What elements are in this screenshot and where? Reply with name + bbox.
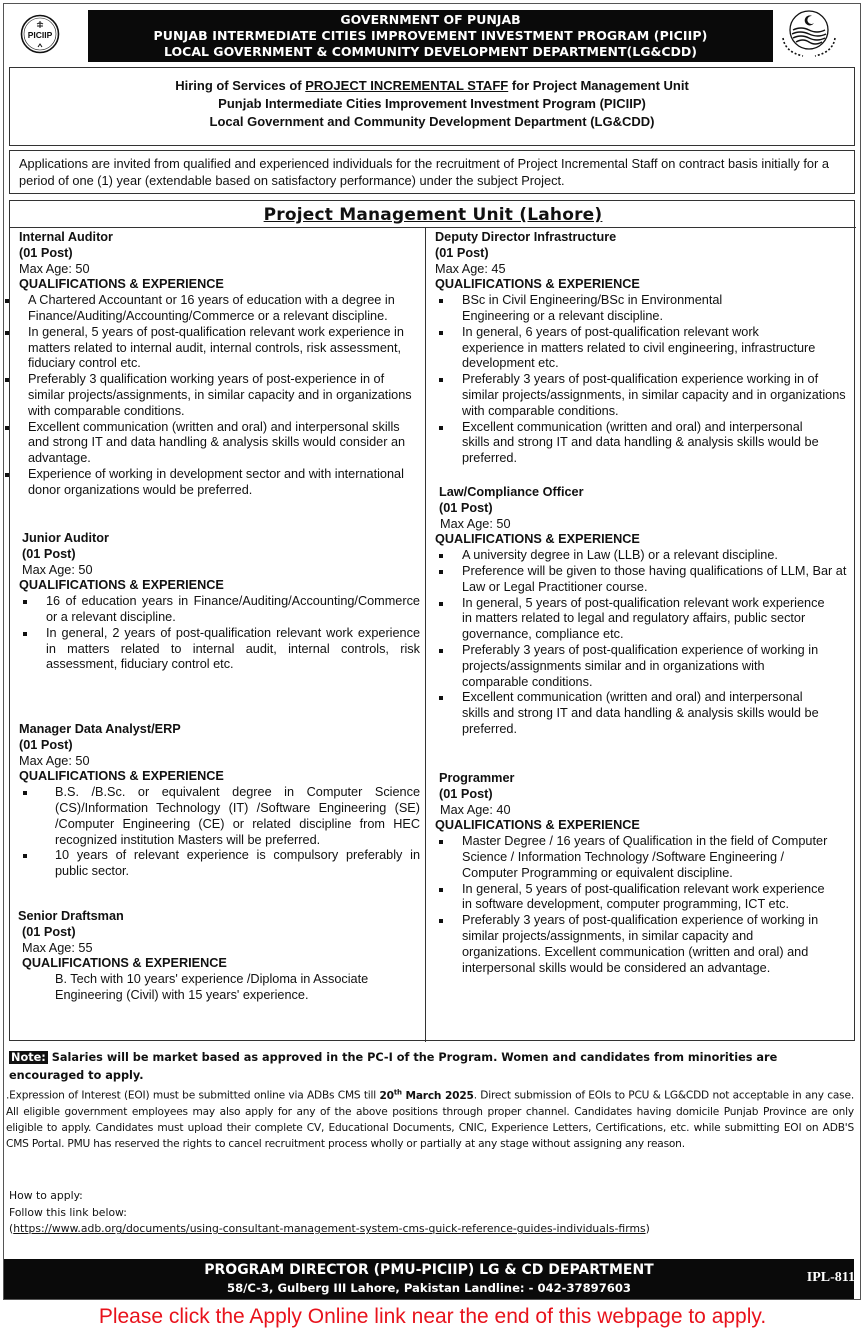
list-item: Preferably 3 years of post-qualification experience working in of similar projects/assignments, in similar capacity and in organizations with comparable conditions. — [435, 372, 851, 419]
divider — [10, 227, 856, 228]
job-title: Manager Data Analyst/ERP — [19, 722, 181, 736]
list-item: Preference will be given to those having qualifications of LLM, Bar at Law or Legal Practitioner course. — [435, 564, 851, 596]
job-title: Deputy Director Infrastructure — [435, 230, 617, 244]
footer-program-director: PROGRAM DIRECTOR (PMU-PICIIP) LG & CD DEPARTMENT — [204, 1262, 654, 1278]
list-item: 10 years of relevant experience is compulsory preferably in public sector. — [19, 848, 420, 880]
qualification-list — [435, 548, 851, 738]
intro-paragraph: Applications are invited from qualified and experienced individuals for the recruitment of Project Incremental Staff on contract basis initially for a period of one (1) year (extendable based on satisfactory performance) under the subject Project. — [9, 150, 855, 194]
qualifications-heading: QUALIFICATIONS & EXPERIENCE — [435, 532, 640, 547]
job-deputy-director-infrastructure — [435, 230, 851, 467]
qualifications-heading: QUALIFICATIONS & EXPERIENCE — [19, 769, 224, 784]
follow-link-label: Follow this link below: — [9, 1205, 127, 1219]
job-max-age: Max Age: 40 — [440, 802, 511, 817]
job-posts: (01 Post) — [19, 245, 73, 260]
job-posts: (01 Post) — [435, 245, 489, 260]
pmu-title: Project Management Unit (Lahore) — [263, 205, 603, 225]
job-max-age: Max Age: 45 — [435, 261, 506, 276]
list-item: Master Degree / 16 years of Qualification in the field of Computer Science / Information Technology /Software Engineering / Computer Programming or equivalent discipline. — [435, 834, 851, 881]
job-max-age: Max Age: 50 — [19, 753, 90, 768]
job-title: Programmer — [439, 771, 515, 785]
punjab-emblem-icon — [773, 8, 845, 60]
hiring-title-line2: Punjab Intermediate Cities Improvement Investment Program (PICIIP) — [218, 96, 646, 111]
header-banner — [88, 10, 773, 62]
list-item: In general, 5 years of post-qualification relevant work experience in software development, computer programming, ICT etc. — [435, 882, 851, 914]
job-max-age: Max Age: 50 — [440, 516, 511, 531]
header-line-program: PUNJAB INTERMEDIATE CITIES IMPROVEMENT INVESTMENT PROGRAM (PICIIP) — [153, 28, 708, 43]
job-posts: (01 Post) — [19, 737, 73, 752]
hiring-title-line3: Local Government and Community Development Department (LG&CDD) — [209, 114, 655, 129]
pmu-section — [9, 200, 855, 1041]
eoi-deadline: 20th March 2025 — [379, 1088, 474, 1102]
salary-note — [9, 1049, 855, 1085]
job-manager-data-analyst-erp — [19, 722, 420, 880]
hiring-title-line1: Hiring of Services of PROJECT INCREMENTAL STAFF for Project Management Unit — [175, 78, 689, 93]
job-title: Junior Auditor — [22, 531, 109, 545]
list-item: In general, 5 years of post-qualification relevant work experience in matters related to internal audit, internal controls, risk assessment, fiduciary control etc. — [1, 325, 421, 372]
job-posts: (01 Post) — [439, 500, 493, 515]
note-text: Salaries will be market based as approved in the PC-I of the Program. Women and candidates from minorities are encouraged to apply. — [9, 1051, 778, 1082]
header — [0, 0, 865, 65]
job-posts: (01 Post) — [439, 786, 493, 801]
job-posts: (01 Post) — [22, 546, 76, 561]
list-item: 16 of education years in Finance/Auditing/Accounting/Commerce or a relevant discipline. — [19, 594, 420, 626]
project-incremental-staff-highlight: PROJECT INCREMENTAL STAFF — [305, 78, 509, 93]
how-to-apply — [9, 1188, 855, 1238]
svg-text:PICIIP: PICIIP — [27, 30, 53, 40]
footer-address: 58/C-3, Gulberg III Lahore, Pakistan Landline: - 042-37897603 — [227, 1281, 631, 1295]
list-item: B. Tech with 10 years' experience /Diploma in Associate Engineering (Civil) with 15 years' experience. — [55, 972, 369, 1002]
job-law-compliance-officer — [435, 485, 851, 738]
adb-cms-link[interactable]: https://www.adb.org/documents/using-consultant-management-system-cms-quick-reference-guides-individuals-firms — [13, 1222, 646, 1236]
list-item: BSc in Civil Engineering/BSc in Environmental Engineering or a relevant discipline. — [435, 293, 851, 325]
qualifications-heading: QUALIFICATIONS & EXPERIENCE — [19, 277, 224, 292]
job-max-age: Max Age: 55 — [22, 940, 93, 955]
job-programmer — [435, 771, 851, 976]
ad-reference-code: IPL-811 — [806, 1270, 855, 1285]
list-item: A Chartered Accountant or 16 years of education with a degree in Finance/Auditing/Accounting/Commerce or a relevant discipline. — [1, 293, 421, 325]
job-title: Law/Compliance Officer — [439, 485, 584, 499]
qualification-list — [19, 785, 420, 880]
list-item: Preferably 3 qualification working years of post-experience in of similar projects/assignments, in similar capacity and in organizations with comparable conditions. — [1, 372, 421, 419]
job-posts: (01 Post) — [22, 924, 76, 939]
eoi-paragraph: .Expression of Interest (EOI) must be submitted online via ADBs CMS till 20th March 2025. Direct submission of EOIs to PCU & LG&CDD not acceptable in any case. All eligible government employees may also apply for any of the above positions through proper channel. Candidates having domicile Punjab Province are only eligible to apply. Candidates must upload their complete CV, Educational Documents, CNIC, Experience Letters, Certifications, etc. while submitting EOI on ADB'S CMS Portal. PMU has reserved the rights to cancel recruitment process wholly or partially at any stage without assigning any reason. — [6, 1088, 854, 1151]
qualifications-heading: QUALIFICATIONS & EXPERIENCE — [19, 578, 224, 593]
how-to-apply-label: How to apply: — [9, 1189, 83, 1202]
job-max-age: Max Age: 50 — [22, 562, 93, 577]
list-item: In general, 6 years of post-qualification relevant work experience in matters related to civil engineering, infrastructure development etc. — [435, 325, 851, 372]
job-senior-draftsman — [18, 909, 420, 1004]
list-item: Experience of working in development sector and with international donor organizations would be preferred. — [1, 467, 421, 499]
header-line-government: GOVERNMENT OF PUNJAB — [340, 12, 521, 27]
job-internal-auditor — [19, 230, 421, 499]
hiring-title-box — [9, 67, 855, 146]
list-item: Preferably 3 years of post-qualification experience of working in projects/assignments similar and in organizations with comparable conditions. — [435, 643, 851, 690]
apply-link-line: (https://www.adb.org/documents/using-consultant-management-system-cms-quick-reference-guides-individuals-firms) — [9, 1222, 650, 1236]
qualification-list — [435, 293, 851, 467]
list-item: Excellent communication (written and oral) and interpersonal skills and strong IT and data handling & analysis skills would consider an advantage. — [1, 420, 421, 467]
qualification-list — [1, 293, 421, 498]
job-title: Senior Draftsman — [18, 909, 124, 923]
note-badge: Note: — [11, 1051, 46, 1064]
qualification-list — [19, 594, 420, 673]
apply-online-notice: Please click the Apply Online link near the end of this webpage to apply. — [98, 1305, 767, 1328]
job-max-age: Max Age: 50 — [19, 261, 90, 276]
list-item: B.S. /B.Sc. or equivalent degree in Computer Science (CS)/Information Technology (IT) /Software Engineering (SE) /Computer Engineering (CE) or related discipline from HEC recognized institution Masters will be preferred. — [19, 785, 420, 848]
qualifications-heading: QUALIFICATIONS & EXPERIENCE — [435, 818, 640, 833]
list-item: Excellent communication (written and oral) and interpersonal skills and strong IT and data handling & analysis skills would be preferred. — [435, 420, 851, 467]
list-item: In general, 2 years of post-qualification relevant work experience in matters related to internal audit, internal controls, risk assessment, fiduciary control etc. — [19, 626, 420, 673]
list-item: In general, 5 years of post-qualification relevant work experience in matters related to legal and regulatory affairs, public sector governance, compliance etc. — [435, 596, 851, 643]
header-line-department: LOCAL GOVERNMENT & COMMUNITY DEVELOPMENT DEPARTMENT(LG&CDD) — [164, 44, 697, 59]
footer-banner — [4, 1259, 854, 1299]
list-item: Excellent communication (written and oral) and interpersonal skills and strong IT and data handling & analysis skills would be preferred. — [435, 690, 851, 737]
list-item: Preferably 3 years of post-qualification experience of working in similar projects/assignments, in similar capacity and organizations. Excellent communication (written and oral) and interpersonal skills would be considered an advantage. — [435, 913, 851, 976]
qualification-list — [435, 834, 851, 976]
job-junior-auditor — [19, 531, 420, 673]
qualifications-heading: QUALIFICATIONS & EXPERIENCE — [435, 277, 640, 292]
qualifications-heading: QUALIFICATIONS & EXPERIENCE — [22, 956, 227, 971]
list-item: A university degree in Law (LLB) or a relevant discipline. — [435, 548, 851, 564]
column-divider — [425, 227, 426, 1042]
qualification-list — [18, 972, 420, 1004]
piciip-logo-icon — [20, 14, 60, 54]
job-title: Internal Auditor — [19, 230, 113, 244]
